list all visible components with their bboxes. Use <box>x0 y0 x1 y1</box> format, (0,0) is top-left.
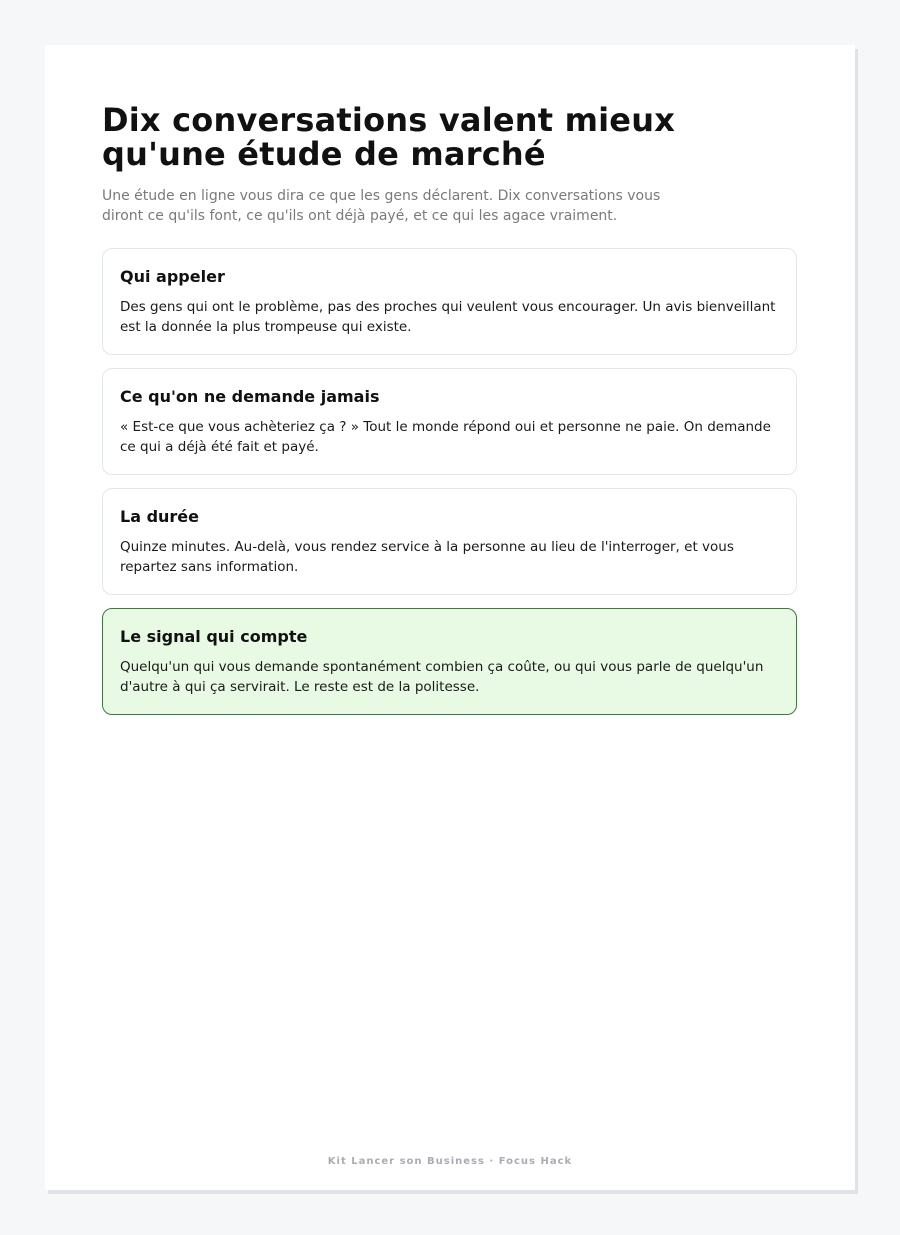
page-footer: Kit Lancer son Business · Focus Hack <box>327 1156 573 1167</box>
card-title: Qui appeler <box>120 267 225 286</box>
document-content <box>102 103 797 728</box>
card-text: « Est-ce que vous achèteriez ça ? » Tout le monde répond oui et personne ne paie. On demande ce qui a déjà été fait et payé. <box>120 419 771 455</box>
card-title: La durée <box>120 507 199 526</box>
card-la-duree <box>102 488 797 595</box>
card-title: Le signal qui compte <box>120 627 308 646</box>
card-title: Ce qu'on ne demande jamais <box>120 387 380 406</box>
card-text: Quinze minutes. Au-delà, vous rendez service à la personne au lieu de l'interroger, et vous repartez sans information. <box>120 539 734 575</box>
document-page <box>45 45 855 1190</box>
card-le-signal-qui-compte <box>102 608 797 715</box>
card-list <box>102 248 797 715</box>
card-ce-quon-ne-demande-jamais <box>102 368 797 475</box>
page-subtitle: Une étude en ligne vous dira ce que les gens déclarent. Dix conversations vous diront ce qu'ils font, ce qu'ils ont déjà payé, et ce qui les agace vraiment. <box>102 188 661 224</box>
card-qui-appeler <box>102 248 797 355</box>
card-text: Des gens qui ont le problème, pas des proches qui veulent vous encourager. Un avis bienveillant est la donnée la plus trompeuse qui existe. <box>120 299 776 335</box>
card-text: Quelqu'un qui vous demande spontanément combien ça coûte, ou qui vous parle de quelqu'un d'autre à qui ça servirait. Le reste est de la politesse. <box>120 659 764 695</box>
page-title: Dix conversations valent mieux qu'une étude de marché <box>102 101 676 173</box>
